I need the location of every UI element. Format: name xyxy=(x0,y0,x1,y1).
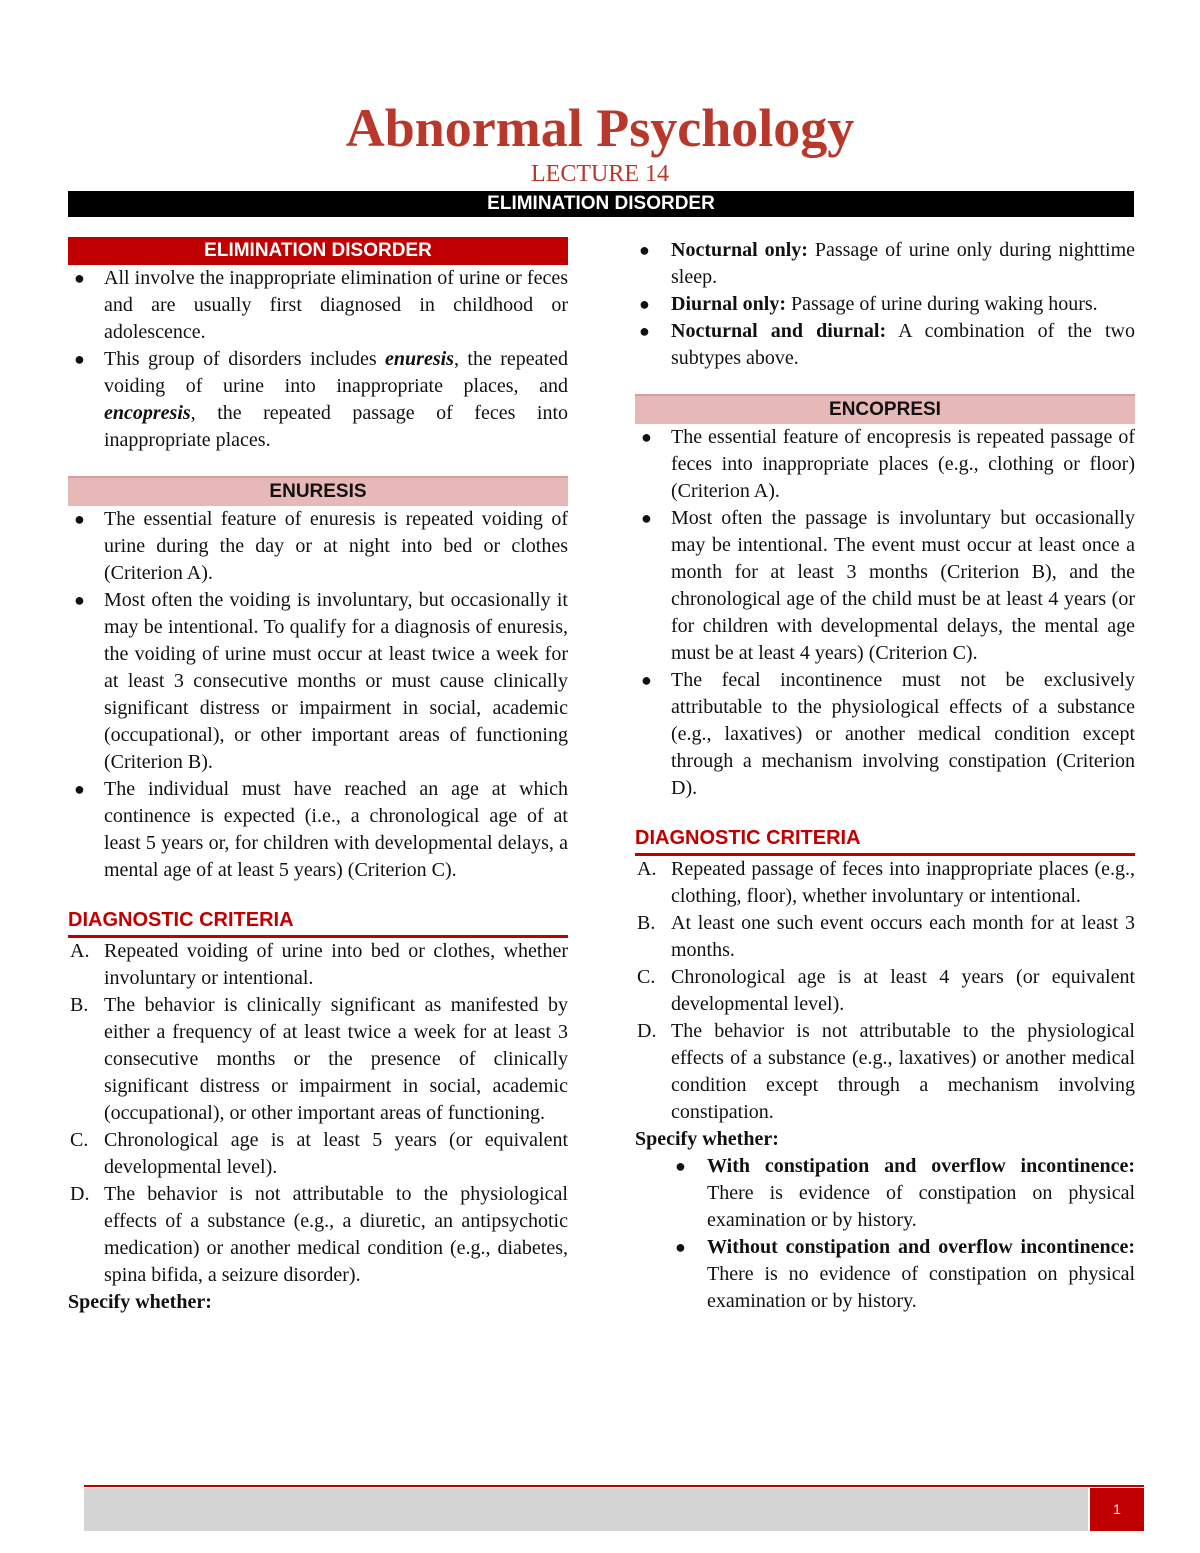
list-item: ● Diurnal only: Passage of urine during waking hours. xyxy=(599,291,1135,318)
list-item: ● With constipation and overflow incontinence: There is evidence of constipation on physical examination or by history. xyxy=(675,1155,1135,1231)
criterion-item: D. The behavior is not attributable to the physiological effects of a substance (e.g., a diuretic, an antipsychotic medication) or another medical condition (e.g., diabetes, spina bifida, a seizure disorder). xyxy=(70,1183,568,1286)
bullet-icon: ● xyxy=(74,779,85,799)
criterion-item: A. Repeated voiding of urine into bed or clothes, whether involuntary or intentional. xyxy=(70,940,568,989)
encopresi-specifiers xyxy=(635,1153,1135,1315)
term-encopresis: encopresis xyxy=(104,402,191,424)
criterion-item: B. The behavior is clinically significant as manifested by either a frequency of at least twice a week for at least 3 consecutive months or the presence of clinically significant distress or impairment in social, academic (occupational), or other important areas of functioning. xyxy=(70,994,568,1124)
list-item: ● All involve the inappropriate elimination of urine or feces and are usually first diagnosed in childhood or adolescence. xyxy=(74,267,568,343)
bullet-icon: ● xyxy=(74,509,85,529)
section-banner: ELIMINATION DISORDER xyxy=(68,191,1134,217)
criterion-item: D. The behavior is not attributable to the physiological effects of a substance (e.g., laxatives) or another medical condition except through a mechanism involving constipation. xyxy=(637,1020,1135,1123)
bullet-icon: ● xyxy=(641,670,652,690)
enuresis-diagnostic-criteria-heading: DIAGNOSTIC CRITERIA xyxy=(68,906,568,938)
enuresis-criteria-list xyxy=(68,938,568,1289)
footer-rule xyxy=(84,1485,1144,1487)
bullet-icon: ● xyxy=(639,294,650,314)
term-enuresis: enuresis xyxy=(385,348,454,370)
elimination-disorder-heading: ELIMINATION DISORDER xyxy=(68,237,568,265)
encopresi-diagnostic-criteria-heading: DIAGNOSTIC CRITERIA xyxy=(635,824,1135,856)
enuresis-subtypes xyxy=(599,237,1135,372)
list-item: ● Without constipation and overflow incontinence: There is no evidence of constipation on physical examination or by history. xyxy=(675,1236,1135,1312)
list-item: ● The individual must have reached an age at which continence is expected (i.e., a chronological age of at least 5 years or, for children with developmental delays, a mental age of at least 5 years) (Criterion C). xyxy=(74,778,568,881)
list-item: ● Most often the voiding is involuntary, but occasionally it may be intentional. To qualify for a diagnosis of enuresis, the voiding of urine must occur at least twice a week for at least 3 consecutive months or must cause clinically significant distress or impairment in social, academic (occupational), or other important areas of functioning (Criterion B). xyxy=(74,589,568,773)
criterion-item: B. At least one such event occurs each month for at least 3 months. xyxy=(637,912,1135,961)
bullet-icon: ● xyxy=(641,427,652,447)
list-item: ● This group of disorders includes enuresis, the repeated voiding of urine into inappropriate places, and encopresis, the repeated passage of feces into inappropriate places. xyxy=(74,348,568,451)
bullet-icon: ● xyxy=(675,1156,686,1176)
lecture-number: LECTURE 14 xyxy=(531,161,669,187)
bullet-icon: ● xyxy=(74,590,85,610)
list-item: ● The fecal incontinence must not be exclusively attributable to the physiological effects of a substance (e.g., laxatives) or another medical condition except through a mechanism involving constipation (Criterion D). xyxy=(641,669,1135,799)
right-column xyxy=(635,237,1135,1315)
list-item: ● The essential feature of enuresis is repeated voiding of urine during the day or at night into bed or clothes (Criterion A). xyxy=(74,508,568,584)
bullet-icon: ● xyxy=(74,268,85,288)
list-item: ● Nocturnal and diurnal: A combination of the two subtypes above. xyxy=(639,320,1135,369)
footer-bar xyxy=(84,1488,1088,1531)
specify-whether-label: Specify whether: xyxy=(635,1128,779,1150)
document-title: Abnormal Psychology xyxy=(345,98,855,158)
bullet-icon: ● xyxy=(74,349,85,369)
left-column xyxy=(68,237,568,1316)
elimination-bullets xyxy=(68,265,568,454)
bullet-icon: ● xyxy=(641,508,652,528)
enuresis-heading: ENURESIS xyxy=(68,476,568,506)
page-number: 1 xyxy=(1090,1488,1144,1531)
encopresi-bullets xyxy=(635,424,1135,802)
list-item: ● Nocturnal only: Passage of urine only during nighttime sleep. xyxy=(639,239,1136,288)
encopresi-heading: ENCOPRESI xyxy=(635,394,1135,424)
bullet-icon: ● xyxy=(639,240,650,260)
list-item: ● Most often the passage is involuntary but occasionally may be intentional. The event must occur at least once a month for at least 3 months (Criterion B), and the chronological age of the child must be at least 4 years (or for children with developmental delays, the mental age must be at least 4 years) (Criterion C). xyxy=(641,507,1135,664)
criterion-item: C. Chronological age is at least 5 years (or equivalent developmental level). xyxy=(70,1129,568,1178)
specify-whether-label: Specify whether: xyxy=(68,1291,212,1313)
criterion-item: C. Chronological age is at least 4 years (or equivalent developmental level). xyxy=(637,966,1135,1015)
bullet-icon: ● xyxy=(675,1237,686,1257)
criterion-item: A. Repeated passage of feces into inappropriate places (e.g., clothing, floor), whether involuntary or intentional. xyxy=(637,858,1135,907)
encopresi-criteria-list xyxy=(635,856,1135,1126)
enuresis-bullets xyxy=(68,506,568,884)
list-item: ● The essential feature of encopresis is repeated passage of feces into inappropriate places (e.g., clothing or floor) (Criterion A). xyxy=(641,426,1135,502)
bullet-icon: ● xyxy=(639,321,650,341)
